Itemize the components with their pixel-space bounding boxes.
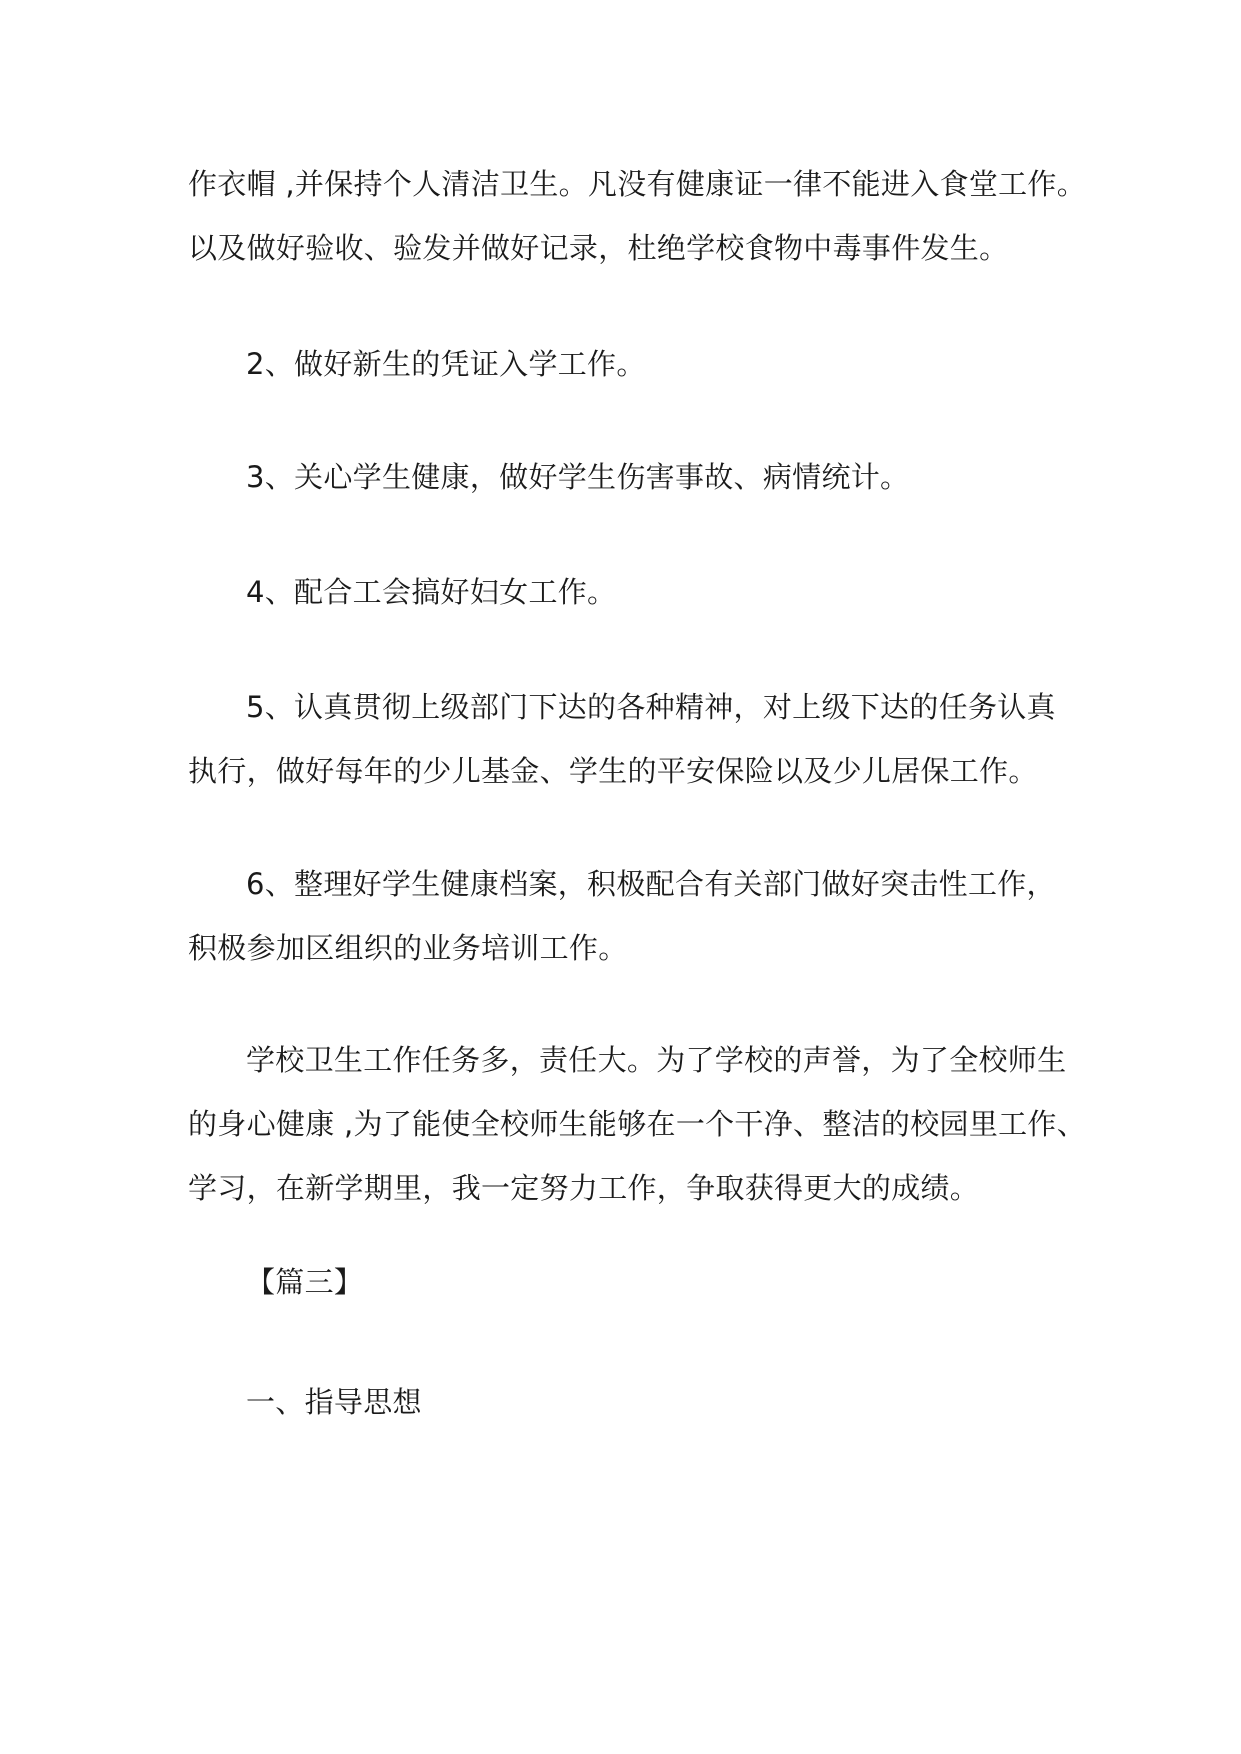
paragraph-line: 执行，做好每年的少儿基金、学生的平安保险以及少儿居保工作。: [188, 754, 1038, 788]
paragraph-line: 3、关心学生健康，做好学生伤害事故、病情统计。: [246, 460, 910, 494]
paragraph-item-4: [188, 560, 1068, 624]
section-heading-guiding-ideology: [188, 1370, 1068, 1434]
paragraph-item-3: [188, 445, 1068, 509]
paragraph-line: 5、认真贯彻上级部门下达的各种精神，对上级下达的任务认真: [246, 690, 1056, 724]
paragraph-line: 作衣帽 ,并保持个人清洁卫生。凡没有健康证一律不能进入食堂工作。: [188, 167, 1087, 201]
section-heading-text: 一、指导思想: [246, 1385, 422, 1419]
section-heading-part-three: [188, 1250, 1068, 1314]
paragraph-line: 2、做好新生的凭证入学工作。: [246, 347, 646, 381]
paragraph-line: 学校卫生工作任务多，责任大。为了学校的声誉，为了全校师生: [246, 1043, 1067, 1077]
paragraph-summary: [188, 1028, 1087, 1220]
section-heading-text: 【篇三】: [246, 1265, 364, 1299]
paragraph-food-hygiene: [188, 152, 1087, 280]
paragraph-line: 学习，在新学期里，我一定努力工作，争取获得更大的成绩。: [188, 1171, 980, 1205]
paragraph-line: 4、配合工会搞好妇女工作。: [246, 575, 617, 609]
paragraph-item-2: [188, 332, 1068, 396]
paragraph-item-6: [188, 852, 1068, 980]
paragraph-line: 的身心健康 ,为了能使全校师生能够在一个干净、整洁的校园里工作、: [188, 1107, 1087, 1141]
paragraph-line: 以及做好验收、验发并做好记录，杜绝学校食物中毒事件发生。: [188, 231, 1009, 265]
paragraph-line: 6、整理好学生健康档案，积极配合有关部门做好突击性工作，: [246, 867, 1056, 901]
paragraph-item-5: [188, 675, 1068, 803]
paragraph-line: 积极参加区组织的业务培训工作。: [188, 931, 628, 965]
